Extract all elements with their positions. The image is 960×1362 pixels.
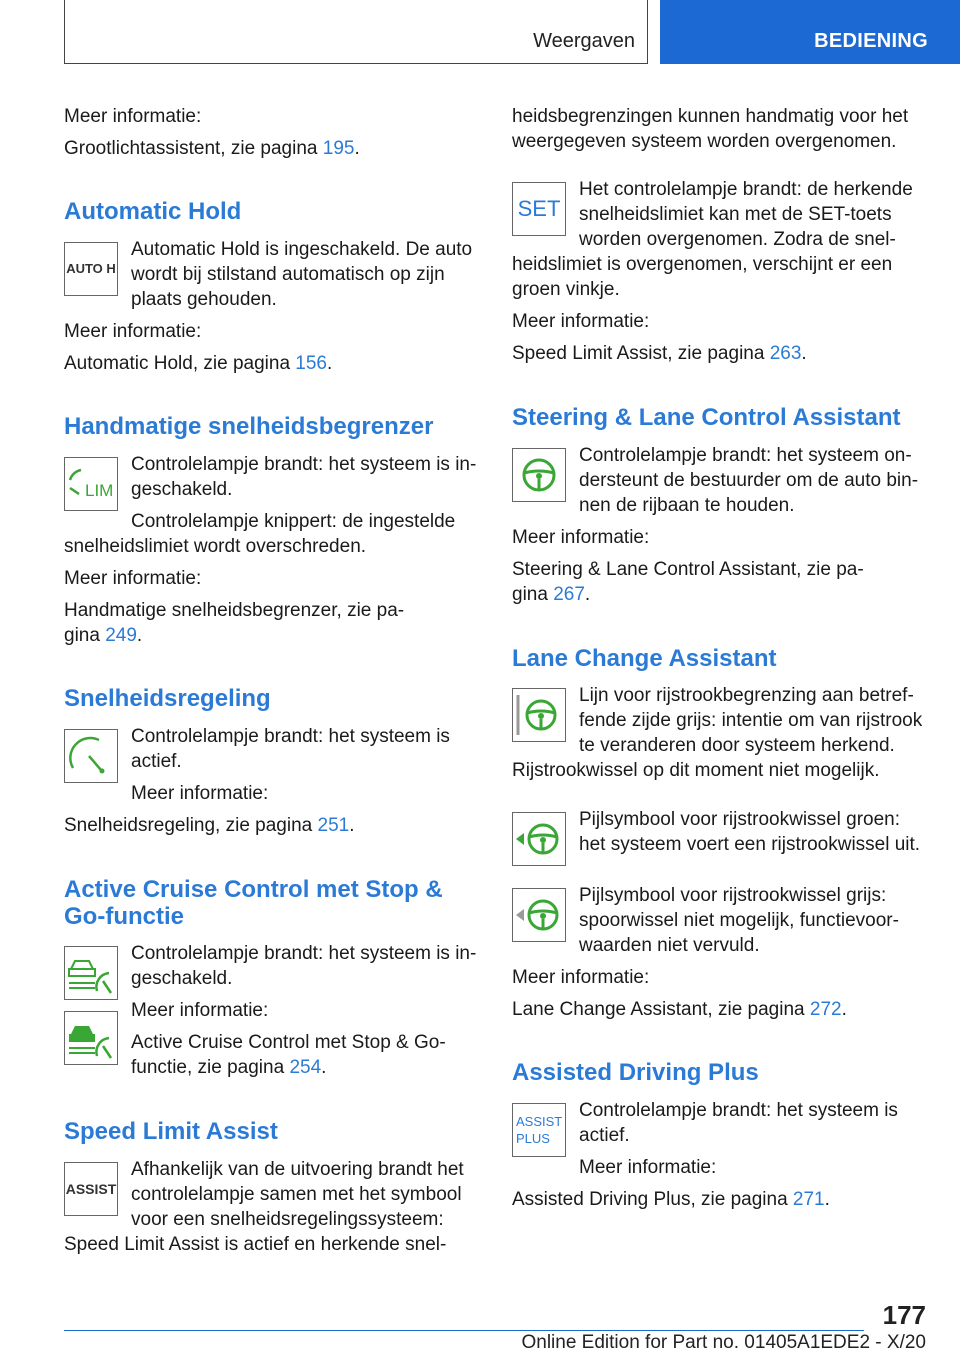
set-icon: SET [512, 182, 566, 236]
heading-lane-change-assistant: Lane Change Assistant [512, 645, 777, 672]
text-line: te veranderen door systeem herkend. [579, 735, 895, 756]
heading-speed-limit-assist: Speed Limit Assist [64, 1118, 278, 1145]
reference-line: Grootlichtassistent, zie pagina 195. [64, 138, 360, 159]
reference-line: gina 267. [512, 584, 591, 605]
text-line: Active Cruise Control met Stop & Go- [131, 1032, 446, 1053]
heading-steering-lane-control: Steering & Lane Control Assistant [512, 404, 901, 431]
reference-line: Speed Limit Assist, zie pagina 263. [512, 343, 807, 364]
page-link[interactable]: 271 [792, 1189, 825, 1210]
auto-hold-icon: AUTO H [64, 242, 118, 296]
text-line: waarden niet vervuld. [579, 935, 760, 956]
acc-car-icon [64, 946, 118, 1000]
text-line: fende zijde grijs: intentie om van rijstrook [579, 710, 923, 731]
page-link[interactable]: 195 [322, 138, 355, 159]
reference-line: gina 249. [64, 625, 143, 646]
text-line: Meer informatie: [64, 568, 202, 589]
lane-change-gray-line-icon [512, 688, 566, 742]
lane-change-gray-arrow-icon [512, 888, 566, 942]
heading-assisted-driving-plus: Assisted Driving Plus [512, 1059, 759, 1086]
footer-divider [64, 1330, 864, 1331]
text-line: Pijlsymbool voor rijstrookwissel groen: [579, 809, 900, 830]
page-link[interactable]: 267 [553, 584, 585, 605]
page-link[interactable]: 251 [317, 815, 350, 836]
text-line: snelheidslimiet kan met de SET-toets [579, 204, 892, 225]
text-line: Controlelampje brandt: het systeem is [131, 726, 450, 747]
text-line: het systeem voert een rijstrookwissel uit. [579, 834, 921, 855]
speed-limiter-icon: LIM [64, 457, 118, 511]
text-line: Speed Limit Assist is actief en herkende snel- [64, 1234, 447, 1255]
heading-handmatige-snelheidsbegrenzer: Handmatige snelheidsbegrenzer [64, 413, 434, 440]
text-line: groen vinkje. [512, 279, 620, 300]
text-line: Controlelampje knippert: de ingestelde [131, 511, 456, 532]
text-line: Lijn voor rijstrookbegrenzing aan betref- [579, 685, 914, 706]
text-line: dersteunt de bestuurder om de auto bin- [579, 470, 919, 491]
text-line: Controlelampje brandt: het systeem is [579, 1100, 898, 1121]
reference-line: Assisted Driving Plus, zie pagina 271. [512, 1189, 830, 1210]
text-line: Controlelampje brandt: het systeem on- [579, 445, 912, 466]
text-line: Het controlelampje brandt: de herkende [579, 179, 913, 200]
heading-active-cruise-control: Active Cruise Control met Stop & [64, 876, 443, 903]
text-line: worden overgenomen. Zodra de snel- [579, 229, 896, 250]
reference-line: Lane Change Assistant, zie pagina 272. [512, 999, 847, 1020]
text-line: Rijstrookwissel op dit moment niet mogelijk. [512, 760, 880, 781]
acc-car-filled-icon [64, 1011, 118, 1065]
text-line: controlelampje samen met het symbool [131, 1184, 462, 1205]
page-link[interactable]: 249 [105, 625, 137, 646]
text-line: heidslimiet is overgenomen, verschijnt er een [512, 254, 893, 275]
cruise-control-icon [64, 729, 118, 783]
assist-icon: ASSIST [64, 1162, 118, 1216]
page-link[interactable]: 263 [769, 343, 802, 364]
text-line: Meer informatie: [64, 106, 202, 127]
heading-snelheidsregeling: Snelheidsregeling [64, 685, 271, 712]
text-line: plaats gehouden. [131, 289, 277, 310]
text-line: geschakeld. [131, 968, 233, 989]
text-line: nen de rijbaan te houden. [579, 495, 795, 516]
section-title: Weergaven [533, 30, 635, 52]
reference-line: Automatic Hold, zie pagina 156. [64, 353, 333, 374]
text-line: Meer informatie: [512, 527, 650, 548]
text-line: Meer informatie: [512, 311, 650, 332]
page-number: 177 [882, 1300, 926, 1330]
page-link[interactable]: 272 [809, 999, 842, 1020]
text-line: voor een snelheidsregelingssysteem: [131, 1209, 444, 1230]
text-line: spoorwissel niet mogelijk, functievoor- [579, 910, 899, 931]
lane-change-green-arrow-icon [512, 812, 566, 866]
reference-line: Snelheidsregeling, zie pagina 251. [64, 815, 355, 836]
text-line: Meer informatie: [579, 1157, 717, 1178]
reference-line: functie, zie pagina 254. [131, 1057, 327, 1078]
heading-active-cruise-control-cont: Go-functie [64, 903, 184, 930]
assisted-plus-icon: ASSIST PLUS [512, 1103, 566, 1157]
text-line: snelheidslimiet wordt overschreden. [64, 536, 367, 557]
text-line: Pijlsymbool voor rijstrookwissel grijs: [579, 885, 887, 906]
text-line: Handmatige snelheidsbegrenzer, zie pa- [64, 600, 405, 621]
text-line: actief. [579, 1125, 630, 1146]
page-link[interactable]: 254 [289, 1057, 322, 1078]
text-line: Controlelampje brandt: het systeem is in- [131, 454, 477, 475]
header-chapter-box [660, 0, 960, 64]
text-line: Meer informatie: [512, 967, 650, 988]
steering-wheel-icon [512, 448, 566, 502]
chapter-title: BEDIENING [814, 30, 928, 52]
text-line: Afhankelijk van de uitvoering brandt het [131, 1159, 464, 1180]
page-link[interactable]: 156 [295, 353, 327, 374]
text-line: Meer informatie: [131, 1000, 269, 1021]
header-section-box [64, 0, 648, 64]
text-line: Controlelampje brandt: het systeem is in- [131, 943, 477, 964]
text-line: Meer informatie: [64, 321, 202, 342]
text-line: Meer informatie: [131, 783, 269, 804]
text-line: geschakeld. [131, 479, 233, 500]
text-line: wordt bij stilstand automatisch op zijn [131, 264, 445, 285]
text-line: Automatic Hold is ingeschakeld. De auto [131, 239, 473, 260]
heading-automatic-hold: Automatic Hold [64, 198, 242, 225]
text-line: Steering & Lane Control Assistant, zie pa- [512, 559, 864, 580]
text-line: actief. [131, 751, 182, 772]
text-line: heidsbegrenzingen kunnen handmatig voor het [512, 106, 909, 127]
text-line: weergegeven systeem worden overgenomen. [512, 131, 897, 152]
footer-edition: Online Edition for Part no. 01405A1EDE2 - X/20 [521, 1332, 926, 1353]
